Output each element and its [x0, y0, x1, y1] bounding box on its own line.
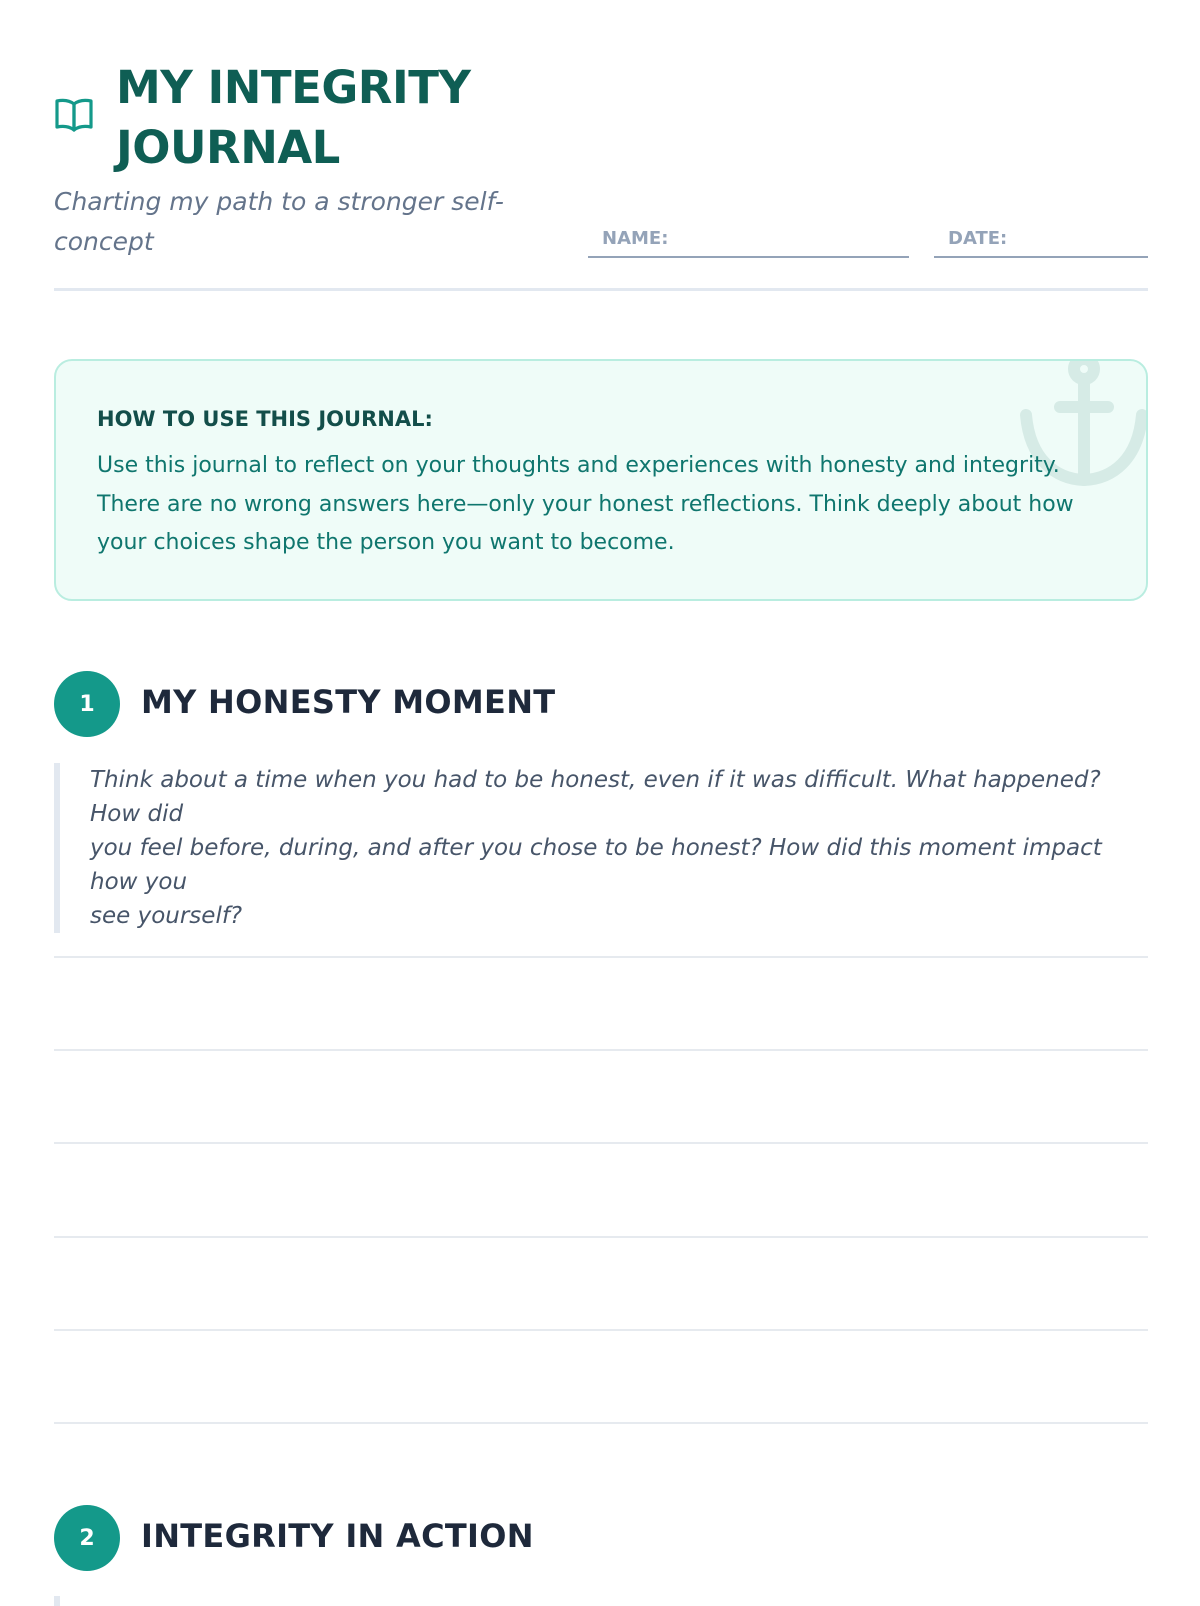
- section-2-prompt-border: [54, 1596, 1148, 1606]
- section-number-badge: 1: [54, 671, 120, 737]
- section-1-header: [54, 671, 1148, 737]
- subtitle-line-1: Charting my path to a stronger self-: [54, 187, 504, 216]
- instructions-body: [97, 447, 1077, 563]
- instructions-line-3: your choices shape the person you want to become.: [97, 530, 675, 555]
- instructions-title: HOW TO USE THIS JOURNAL:: [97, 407, 433, 431]
- prompt-line-3: see yourself?: [90, 903, 243, 929]
- subtitle-line-2: concept: [54, 227, 154, 256]
- prompt-line-2: you feel before, during, and after you chose to be honest? How did this moment impact how you: [90, 835, 1102, 895]
- section-number-badge: 2: [54, 1505, 120, 1571]
- date-field[interactable]: [934, 222, 1148, 258]
- open-book-icon: [54, 96, 94, 132]
- instructions-line-1: Use this journal to reflect on your thoughts and experiences with honesty and integrity.: [97, 453, 1060, 478]
- prompt-line-1: Think about a time when you had to be honest, even if it was difficult. What happened? How did: [90, 767, 1101, 827]
- instructions-box: [54, 359, 1148, 601]
- instructions-line-2: There are no wrong answers here—only your honest reflections. Think deeply about how: [97, 491, 1074, 517]
- writing-line[interactable]: [54, 1422, 1148, 1424]
- name-field[interactable]: [588, 222, 909, 258]
- writing-line[interactable]: [54, 956, 1148, 958]
- section-title: MY HONESTY MOMENT: [141, 683, 556, 721]
- name-label: NAME:: [602, 228, 669, 249]
- section-title: INTEGRITY IN ACTION: [141, 1517, 534, 1555]
- section-2-header: [54, 1505, 1148, 1571]
- page-title: [116, 58, 676, 178]
- writing-line[interactable]: [54, 1142, 1148, 1144]
- page-subtitle: [54, 182, 534, 262]
- date-label: DATE:: [948, 228, 1008, 249]
- writing-line[interactable]: [54, 1049, 1148, 1051]
- writing-line[interactable]: [54, 1236, 1148, 1238]
- title-line-1: MY INTEGRITY: [116, 61, 471, 114]
- header-divider: [54, 288, 1148, 291]
- section-1-prompt: [54, 763, 1148, 933]
- title-line-2: JOURNAL: [116, 121, 340, 174]
- writing-line[interactable]: [54, 1329, 1148, 1331]
